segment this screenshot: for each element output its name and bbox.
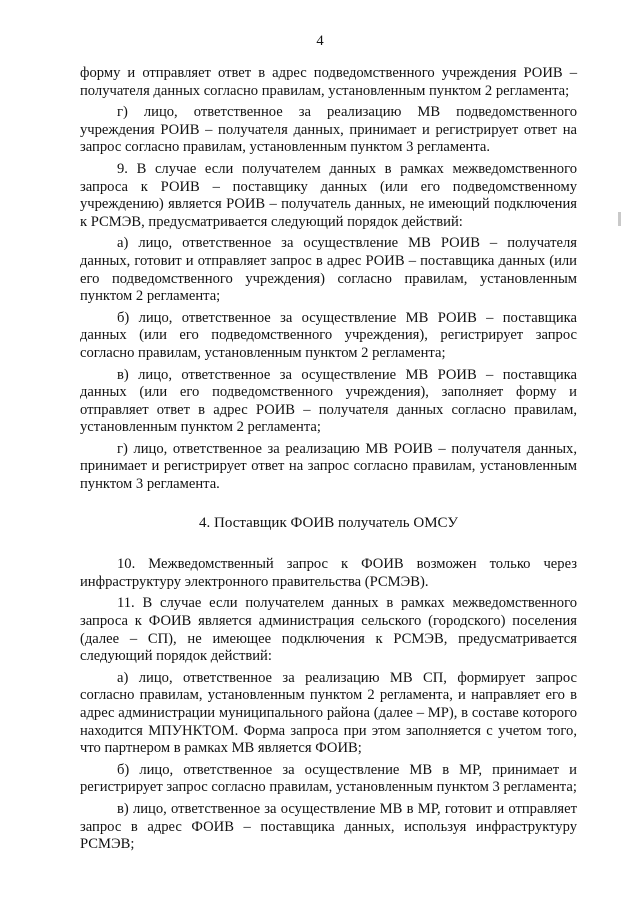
document-body: [80, 65, 577, 858]
paragraph: а) лицо, ответственное за осуществление МВ РОИВ – получателя данных, готовит и отправляет запрос в адрес РОИВ – поставщика данных (или его подведомственного учреждения) согласно правилам, установленным пунктом 2 регламента;: [80, 235, 577, 305]
scan-mark: [618, 212, 621, 226]
paragraph: б) лицо, ответственное за осуществление МВ в МР, принимает и регистрирует запрос согласно правилам, установленным пунктом 3 регламента;: [80, 761, 577, 796]
paragraph: форму и отправляет ответ в адрес подведомственного учреждения РОИВ – получателя данных согласно правилам, установленным пунктом 2 регламента;: [80, 65, 577, 99]
paragraph: в) лицо, ответственное за осуществление МВ РОИВ – поставщика данных (или его подведомственного учреждения), заполняет форму и отправляет ответ в адрес РОИВ – получателя данных согласно правилам, установленным пунктом 2 регламента;: [80, 366, 577, 436]
paragraph: г) лицо, ответственное за реализацию МВ подведомственного учреждения РОИВ – получателя данных, принимает и регистрирует ответ на запрос согласно правилам, установленным пунктом 3 регламента.: [80, 104, 577, 156]
paragraph: 10. Межведомственный запрос к ФОИВ возможен только через инфраструктуру электронного правительства (РСМЭВ).: [80, 556, 577, 590]
paragraph: 9. В случае если получателем данных в рамках межведомственного запроса к РОИВ – поставщику данных (или его подведомственному учреждению) является РОИВ – получатель данных, не имеющий подключения к РСМЭВ, предусматривается следующий порядок действий:: [80, 160, 577, 230]
paragraph: а) лицо, ответственное за реализацию МВ СП, формирует запрос согласно правилам, установленным пунктом 2 регламента, и направляет его в адрес администрации муниципального района (далее – МР), в составе которого находится МПУНКТОМ. Форма запроса при этом заполняется с учетом того, что партнером в рамках МВ является ФОИВ;: [80, 669, 577, 757]
page-number: 4: [316, 33, 324, 49]
paragraph: 11. В случае если получателем данных в рамках межведомственного запроса к ФОИВ является администрация сельского (городского) поселения (далее – СП), не имеющее подключения к РСМЭВ, предусматривается следующий порядок действий:: [80, 595, 577, 665]
section-heading: 4. Поставщик ФОИВ получатель ОМСУ: [199, 514, 458, 531]
paragraph: в) лицо, ответственное за осуществление МВ в МР, готовит и отправляет запрос в адрес ФОИВ – поставщика данных, используя инфраструктуру РСМЭВ;: [80, 800, 577, 853]
paragraph: г) лицо, ответственное за реализацию МВ РОИВ – получателя данных, принимает и регистрирует ответ на запрос согласно правилам, установленным пунктом 3 регламента.: [80, 440, 577, 493]
paragraph: б) лицо, ответственное за осуществление МВ РОИВ – поставщика данных (или его подведомственного учреждения), регистрирует запрос согласно правилам, установленным пунктом 2 регламента;: [80, 309, 577, 361]
